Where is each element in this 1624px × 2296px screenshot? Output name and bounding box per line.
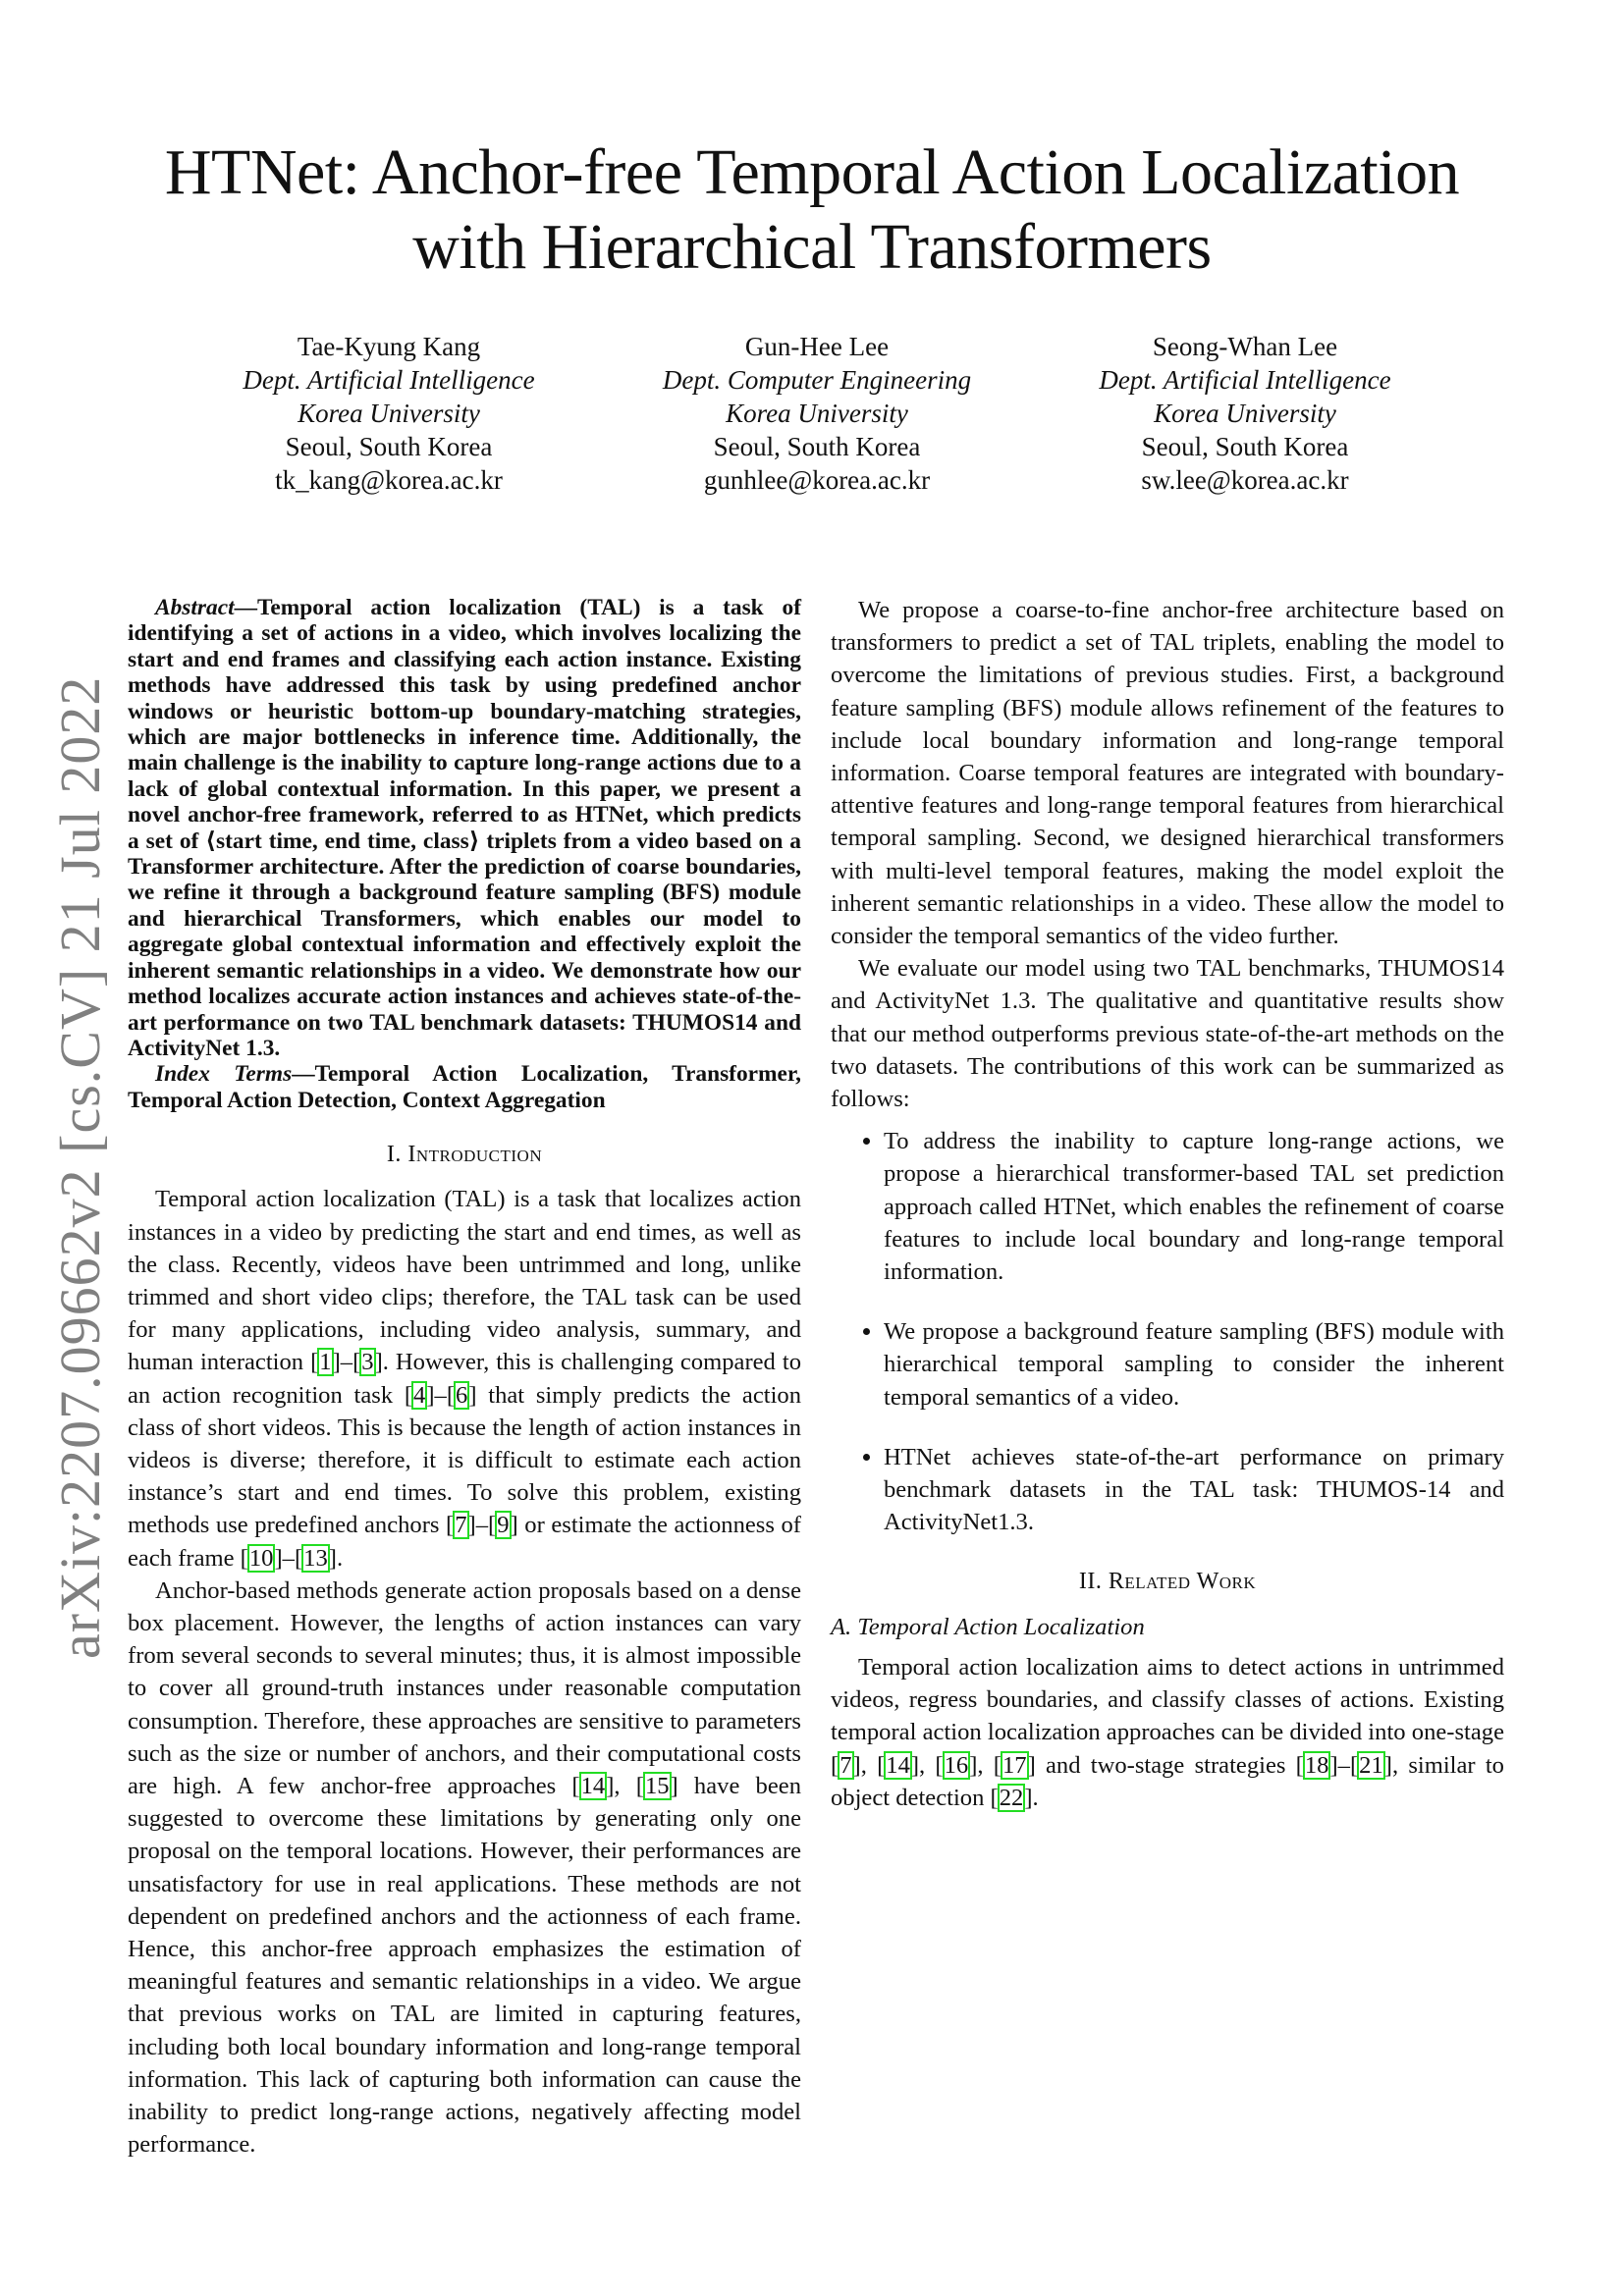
text: ], [ [606,1772,644,1799]
author-3 [1029,330,1461,497]
intro-paragraph-4: We evaluate our model using two TAL benchmarks, THUMOS14 and ActivityNet 1.3. The qualitative and quantitative results show that our method outperforms previous state-of-the-art methods on the two datasets. The contributions of this work can be summarized as follows: [831,955,1504,1113]
intro-paragraph-3: We propose a coarse-to-fine anchor-free architecture based on transformers to predict a set of TAL triplets, enabling the model to overcome the limitations of previous studies. First, a background feature sampling (BFS) module allows refinement of the features to include local boundary information and long-range temporal information. Coarse temporal features are integrated with boundary-attentive features and long-range temporal features from hierarchical temporal sampling. Second, we designed hierarchical transformers with multi-level temporal features, making the model exploit the inherent semantic relationships in a video. These allow the model to consider the temporal semantics of the video further. [831,597,1504,950]
text: ]–[ [467,1512,497,1539]
intro-paragraph-1 [128,1183,801,1574]
text: ], similar to object detection [ [831,1751,1504,1811]
citation-link[interactable]: 22 [999,1784,1024,1811]
citation-link[interactable]: 4 [413,1381,426,1409]
related-paragraph-1 [831,1651,1504,1814]
contributions-list [831,1125,1504,1538]
left-column [128,595,801,2161]
author-name: Seong-Whan Lee [1152,332,1338,361]
citation-link[interactable]: 16 [944,1751,969,1779]
text: Temporal action localization aims to detect actions in untrimmed videos, regress boundaries, and classify classes of actions. Existing temporal action localization approaches can be divided into one-stage [ [831,1653,1504,1779]
citation-link[interactable]: 7 [839,1751,852,1779]
title-line-1: HTNet: Anchor-free Temporal Action Localization [164,136,1460,208]
text: ]. [1024,1784,1039,1811]
text: ]–[ [274,1544,303,1572]
abstract [128,595,801,1061]
index-terms-label: Index Terms [155,1061,293,1088]
citation-link[interactable]: 13 [303,1544,328,1572]
text: ] or estimate the actionness of each frame [ [128,1512,801,1572]
author-university: Korea University [1154,399,1336,428]
abstract-text: —Temporal action localization (TAL) is a task of identifying a set of actions in a video, which involves localizing the start and end frames and classifying each action instance. Existing methods have addressed this task by using predefined anchor windows or heuristic bottom-up boundary-matching strategies, which are major bottlenecks in inference time. Additionally, the main challenge is the inability to capture long-range actions due to a lack of global contextual information. In this paper, we present a novel anchor-free framework, referred to as HTNet, which predicts a set of ⟨start time, end time, class⟩ triplets from a video based on a Transformer architecture. After the prediction of coarse boundaries, we refine it through a background feature sampling (BFS) module and hierarchical Transformers, which enables our model to aggregate global contextual information and effectively exploit the inherent semantic relationships in a video. We demonstrate how our method localizes accurate action instances and achieves state-of-the-art performance on two TAL benchmark datasets: THUMOS14 and ActivityNet 1.3. [128,595,801,1061]
text: ]–[ [1329,1751,1359,1779]
author-email[interactable]: gunhlee@korea.ac.kr [703,465,931,495]
citation-link[interactable]: 1 [319,1349,332,1376]
text: ]–[ [332,1349,361,1376]
author-email[interactable]: sw.lee@korea.ac.kr [1141,465,1349,495]
author-dept: Dept. Artificial Intelligence [243,365,535,395]
paper-title [0,135,1624,285]
text: ] and two-stage strategies [ [1027,1751,1304,1779]
list-item: • We propose a background feature sampling (BFS) module with hierarchical temporal sampling to consider the inherent temporal semantics of a video. [884,1315,1504,1414]
author-city: Seoul, South Korea [285,432,493,461]
citation-link[interactable]: 9 [497,1512,510,1539]
author-city: Seoul, South Korea [1141,432,1349,461]
citation-link[interactable]: 14 [580,1772,606,1799]
text: ]. [328,1544,344,1572]
author-name: Gun-Hee Lee [744,332,890,361]
abstract-label: Abstract [155,595,235,620]
citation-link[interactable]: 10 [248,1544,274,1572]
arxiv-stamp: arXiv:2207.09662v2 [cs.CV] 21 Jul 2022 [48,675,112,1659]
text: Temporal action localization (TAL) is a task that localizes action instances in a video by predicting the start and end times, as well as the class. Recently, videos have been untrimmed and long, unlike trimmed and short video clips; therefore, the TAL task can be used for many applications, including video analysis, summary, and human interaction [ [128,1186,801,1376]
author-1 [173,330,605,497]
right-column-content [831,594,1504,1814]
text: ], [ [910,1751,944,1779]
text: ], [ [969,1751,1001,1779]
section-heading-related-work: II. Related Work [1078,1569,1257,1595]
text: ]–[ [426,1381,456,1409]
citation-link[interactable]: 17 [1001,1751,1027,1779]
author-name: Tae-Kyung Kang [297,332,481,361]
citation-link[interactable]: 3 [361,1349,374,1376]
text: ]. However, this is challenging compared to an action recognition task [ [128,1349,801,1409]
index-terms [128,1061,801,1113]
citation-link[interactable]: 6 [456,1381,468,1409]
citation-link[interactable]: 7 [455,1512,467,1539]
citation-link[interactable]: 14 [886,1751,910,1779]
author-university: Korea University [726,399,908,428]
intro-paragraph-2 [128,1575,801,2162]
subsection-heading-tal: A. Temporal Action Localization [831,1613,1145,1640]
author-dept: Dept. Artificial Intelligence [1099,365,1391,395]
author-city: Seoul, South Korea [713,432,921,461]
author-university: Korea University [298,399,480,428]
citation-link[interactable]: 15 [644,1772,670,1799]
citation-link[interactable]: 21 [1359,1751,1383,1779]
list-item: • HTNet achieves state-of-the-art performance on primary benchmark datasets in the TAL task: THUMOS-14 and ActivityNet1.3. [884,1441,1504,1539]
text: ] have been suggested to overcome these limitations by generating only one proposal on the temporal locations. However, their performances are unsatisfactory for use in real applications. These methods are not dependent on predefined anchors and the actionness of each frame. Hence, this anchor-free approach emphasizes the estimation of meaningful features and semantic relationships in a video. We argue that previous works on TAL are limited in capturing features, including both local boundary information and long-range temporal information. This lack of capturing both information can cause the inability to predict long-range actions, negatively affecting model performance. [128,1772,801,2159]
index-terms-text: —Temporal Action Localization, Transformer, Temporal Action Detection, Context Aggregation [128,1061,801,1113]
text: Anchor-based methods generate action proposals based on a dense box placement. However, the lengths of action instances can vary from several seconds to several minutes; thus, it is almost impossible to cover all ground-truth instances under reasonable computation consumption. Therefore, these approaches are sensitive to parameters such as the size or number of anchors, and their computational costs are high. A few anchor-free approaches [ [128,1576,801,1799]
section-heading-introduction: I. Introduction [386,1142,543,1168]
title-line-2: with Hierarchical Transformers [412,211,1212,283]
author-dept: Dept. Computer Engineering [662,365,972,395]
text: ], [ [852,1751,886,1779]
author-2 [601,330,1033,497]
text: ] that simply predicts the action class of short videos. This is because the length of action instances in videos is diverse; therefore, it is difficult to estimate each action instance’s start and end times. To solve this problem, existing methods use predefined anchors [ [128,1381,801,1539]
author-email[interactable]: tk_kang@korea.ac.kr [275,465,503,495]
citation-link[interactable]: 18 [1304,1751,1329,1779]
list-item: • To address the inability to capture long-range actions, we propose a hierarchical transformer-based TAL set prediction approach called HTNet, which enables the refinement of coarse features to include local boundary and long-range temporal information. [884,1125,1504,1288]
